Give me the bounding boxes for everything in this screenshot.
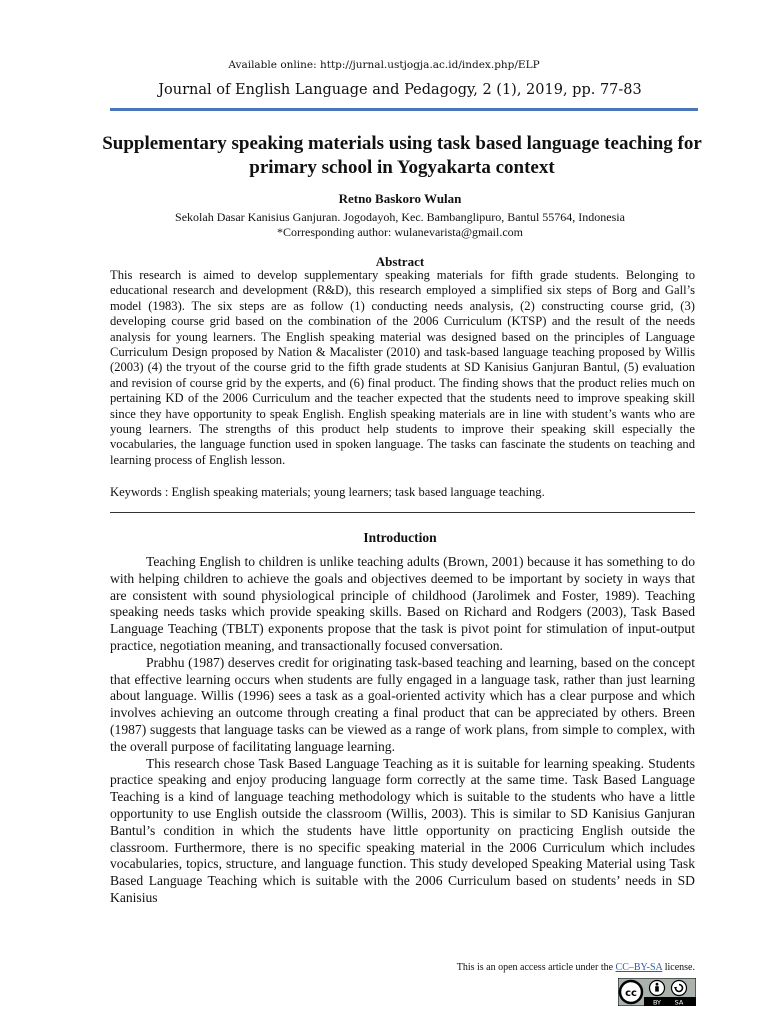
creative-commons-icon	[620, 981, 642, 1003]
available-online-line: Available online: http://jurnal.ustjogja.ac.id/index.php/ELP	[228, 59, 540, 71]
journal-citation: Journal of English Language and Pedagogy, 2 (1), 2019, pp. 77-83	[158, 82, 642, 98]
author-name: Retno Baskoro Wulan	[338, 191, 462, 206]
cc-text: cc	[625, 988, 637, 999]
intro-paragraph: Prabhu (1987) deserves credit for originating task-based teaching and learning, based on the concept that effective learning occurs when students are fully engaged in a language task, rather than just learning about language. Willis (1996) sees a task as a goal-oriented activity which has a clear purpose and which involves achieving an outcome through creating a final product that can be appreciated by others. Breen (1987) suggests that language tasks can be viewed as a range of work plans, from simple to complex, with the overall purpose of facilitating language learning.	[110, 654, 695, 754]
introduction-heading: Introduction	[363, 530, 437, 545]
intro-paragraph: Teaching English to children is unlike teaching adults (Brown, 2001) because it has something to do with helping children to achieve the goals and objectives deemed to be important by society in ways that are consistent with sound physiological principle of childhood (Jarolimek and Foster, 1989). Teaching speaking needs tasks which provide speaking skills. Based on Richard and Rodgers (2003), Task Based Language Teaching (TBLT) exponents propose that the task is pivot point for stimulation of input-output practice, negotiation meaning, and transactionally focused conversation.	[110, 554, 695, 653]
license-prefix: This is an open access article under the	[456, 962, 616, 973]
sa-label: SA	[674, 998, 684, 1006]
affiliation-block	[0, 210, 768, 240]
by-label: BY	[652, 998, 662, 1006]
attribution-icon	[650, 981, 665, 996]
keywords: Keywords : English speaking materials; young learners; task based language teaching.	[110, 485, 545, 499]
abstract-heading: Abstract	[375, 254, 425, 269]
header-rule	[110, 108, 698, 111]
affiliation: Sekolah Dasar Kanisius Ganjuran. Jogodayoh, Kec. Bambanglipuro, Bantul 55764, Indonesia	[175, 210, 625, 224]
license-link[interactable]: CC–BY-SA	[615, 962, 663, 973]
article-title: Supplementary speaking materials using task based language teaching for primary school in Yogyakarta context	[102, 133, 702, 178]
intro-paragraph: This research chose Task Based Language Teaching as it is suitable for learning speaking. Students practice speaking and enjoy producing language form correctly at the same time. Task Based Language Teaching is a kind of language teaching methodology which is suitable to the students who have a little opportunity to use English outside the classroom (Willis, 2003). This is similar to SD Kanisius Ganjuran Bantul’s condition in which the students have little opportunity on practicing English outside the classroom. Furthermore, there is no specific speaking material in the 2006 Curriculum which includes vocabularies, topics, structure, and language function. This study developed Speaking Material using Task Based Language Teaching which is suitable with the 2006 Curriculum based on students’ needs in SD Kanisius	[110, 755, 695, 905]
corresponding-author: *Corresponding author: wulanevarista@gmail.com	[277, 225, 523, 239]
cc-by-sa-badge[interactable]	[618, 978, 696, 1006]
license-suffix: license.	[662, 962, 695, 973]
license-notice	[380, 962, 695, 973]
share-alike-icon	[672, 981, 687, 996]
introduction-body	[110, 554, 695, 907]
abstract-divider	[110, 512, 695, 513]
abstract-text: This research is aimed to develop supplementary speaking materials for fifth grade students. Belonging to educational research and development (R&D), this research employed a simplified six steps of Borg and Gall’s model (1983). The six steps are as follow (1) conducting needs analysis, (2) constructing course grid, (3) developing course grid based on the combination of the 2006 Curriculum (KTSP) and the result of the needs analysis for young learners. The English speaking material was designed based on the principles of Language Curriculum Design proposed by Nation & Macalister (2010) and task-based language teaching proposed by Willis (2003) (4) the tryout of the course grid to the fifth grade students at SD Kanisius Ganjuran Bantul, (5) evaluation and revision of course grid by the experts, and (6) final product. The finding shows that the product relies much on pertaining KD of the 2006 Curriculum and the teacher expected that the students need to improve speaking skill since they have opportunity to speak English. English speaking materials are in line with student’s wants who are young learners. The strengths of this product help students to improve their speaking skill especially the vocabularies, the language function used in spoken language. The tasks can fascinate the students on teaching and learning process of English lesson.	[110, 268, 695, 467]
